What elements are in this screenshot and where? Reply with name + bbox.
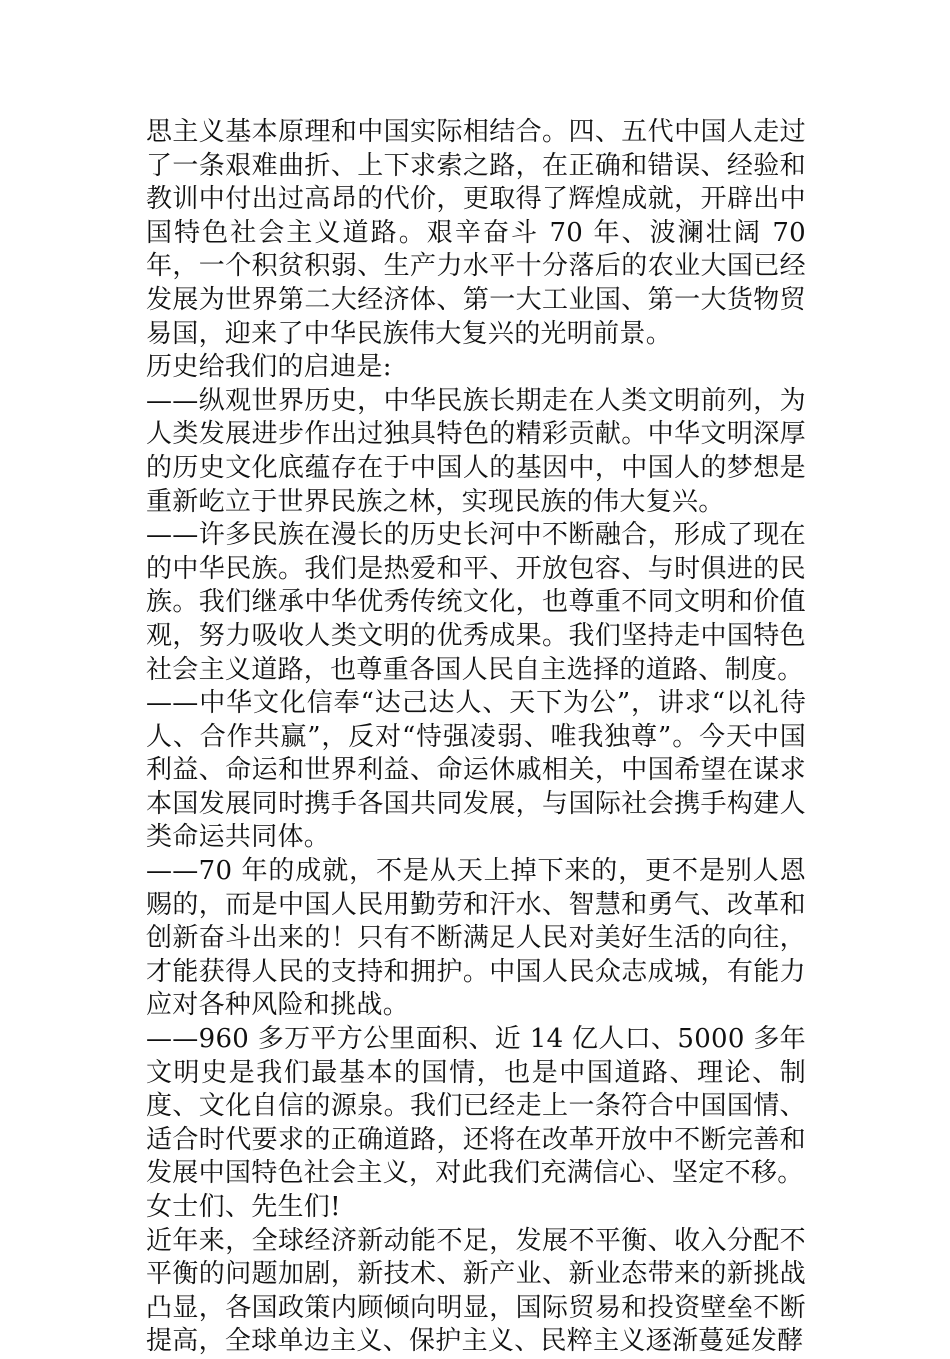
paragraph-lesson-achievements: ——70 年的成就，不是从天上掉下来的，更不是别人恩赐的，而是中国人民用勤劳和汗水、智慧和勇气、改革和创新奋斗出来的！只有不断满足人民对美好生活的向往，才能获得人民的支持和拥护。中国人民众志成城，有能力应对各种风险和挑战。	[146, 856, 806, 1021]
paragraph-lesson-culture: ——中华文化信奉“达己达人、天下为公”，讲求“以礼待人、合作共赢”，反对“恃强凌弱、唯我独尊”。今天中国利益、命运和世界利益、命运休戚相关，中国希望在谋求本国发展同时携手各国共同发展，与国际社会携手构建人类命运共同体。	[146, 688, 806, 853]
paragraph-lesson-civilization: ——纵观世界历史，中华民族长期走在人类文明前列，为人类发展进步作出过独具特色的精彩贡献。中华文明深厚的历史文化底蕴存在于中国人的基因中，中国人的梦想是重新屹立于世界民族之林，实现民族的伟大复兴。	[146, 385, 806, 517]
document-body	[146, 116, 806, 1359]
paragraph-global-economy: 近年来，全球经济新动能不足，发展不平衡、收入分配不平衡的问题加剧，新技术、新产业、新业态带来的新挑战凸显，各国政策内顾倾向明显，国际贸易和投资壁垒不断提高，全球单边主义、保护主义、民粹主义逐渐蔓延发酵	[146, 1225, 806, 1357]
paragraph-lessons-intro: 历史给我们的启迪是:	[146, 352, 392, 383]
paragraph-history-path: 思主义基本原理和中国实际相结合。四、五代中国人走过了一条艰难曲折、上下求索之路，在正确和错误、经验和教训中付出过高昂的代价，更取得了辉煌成就，开辟出中国特色社会主义道路。艰辛奋斗 70 年、波澜壮阔 70 年，一个积贫积弱、生产力水平十分落后的农业大国已经发展为世界第二大经济体、第一大工业国、第一大货物贸易国，迎来了中华民族伟大复兴的光明前景。	[146, 117, 806, 349]
paragraph-salutation: 女士们、先生们!	[146, 1192, 341, 1222]
paragraph-lesson-integration: ——许多民族在漫长的历史长河中不断融合，形成了现在的中华民族。我们是热爱和平、开放包容、与时俱进的民族。我们继承中华优秀传统文化，也尊重不同文明和价值观，努力吸收人类文明的优秀成果。我们坚持走中国特色社会主义道路，也尊重各国人民自主选择的道路、制度。	[146, 520, 806, 685]
paragraph-lesson-national-conditions: ——960 多万平方公里面积、近 14 亿人口、5000 多年文明史是我们最基本的国情，也是中国道路、理论、制度、文化自信的源泉。我们已经走上一条符合中国国情、适合时代要求的正确道路，还将在改革开放中不断完善和发展中国特色社会主义，对此我们充满信心、坚定不移。	[146, 1024, 806, 1189]
